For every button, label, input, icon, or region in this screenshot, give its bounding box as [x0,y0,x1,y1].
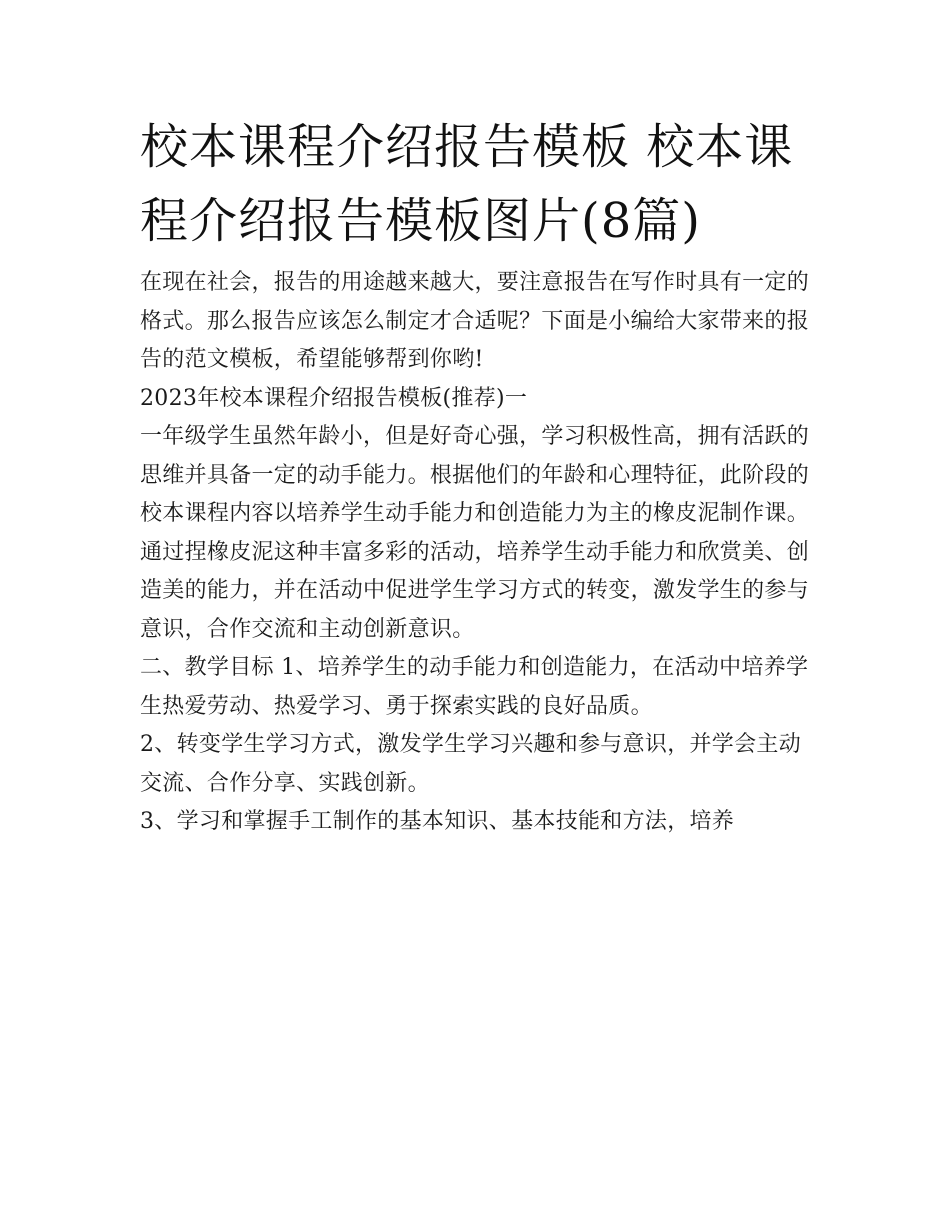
document-body [140,110,812,842]
body-paragraph-2: 二、教学目标 1、培养学生的动手能力和创造能力，在活动中培养学生热爱劳动、热爱学习、勇于探索实践的良好品质。 [140,655,809,719]
intro-paragraph: 在现在社会，报告的用途越来越大，要注意报告在写作时具有一定的格式。那么报告应该怎么制定才合适呢？下面是小编给大家带来的报告的范文模板，希望能够帮到你哟! [140,270,810,372]
body-paragraph-4: 3、学习和掌握手工制作的基本知识、基本技能和方法，培养 [140,809,735,834]
document-title: 校本课程介绍报告模板 校本课程介绍报告模板图片(8篇) [140,119,794,249]
section-heading: 2023年校本课程介绍报告模板(推荐)一 [140,385,528,411]
body-paragraph-3: 2、转变学生学习方式，激发学生学习兴趣和参与意识，并学会主动交流、合作分享、实践创新。 [140,732,801,796]
body-paragraph-1: 一年级学生虽然年龄小，但是好奇心强，学习积极性高，拥有活跃的思维并具备一定的动手能力。根据他们的年龄和心理特征，此阶段的校本课程内容以培养学生动手能力和创造能力为主的橡皮泥制作课。通过捏橡皮泥这种丰富多彩的活动，培养学生动手能力和欣赏美、创造美的能力，并在活动中促进学生学习方式的转变，激发学生的参与意识，合作交流和主动创新意识。 [140,424,810,642]
